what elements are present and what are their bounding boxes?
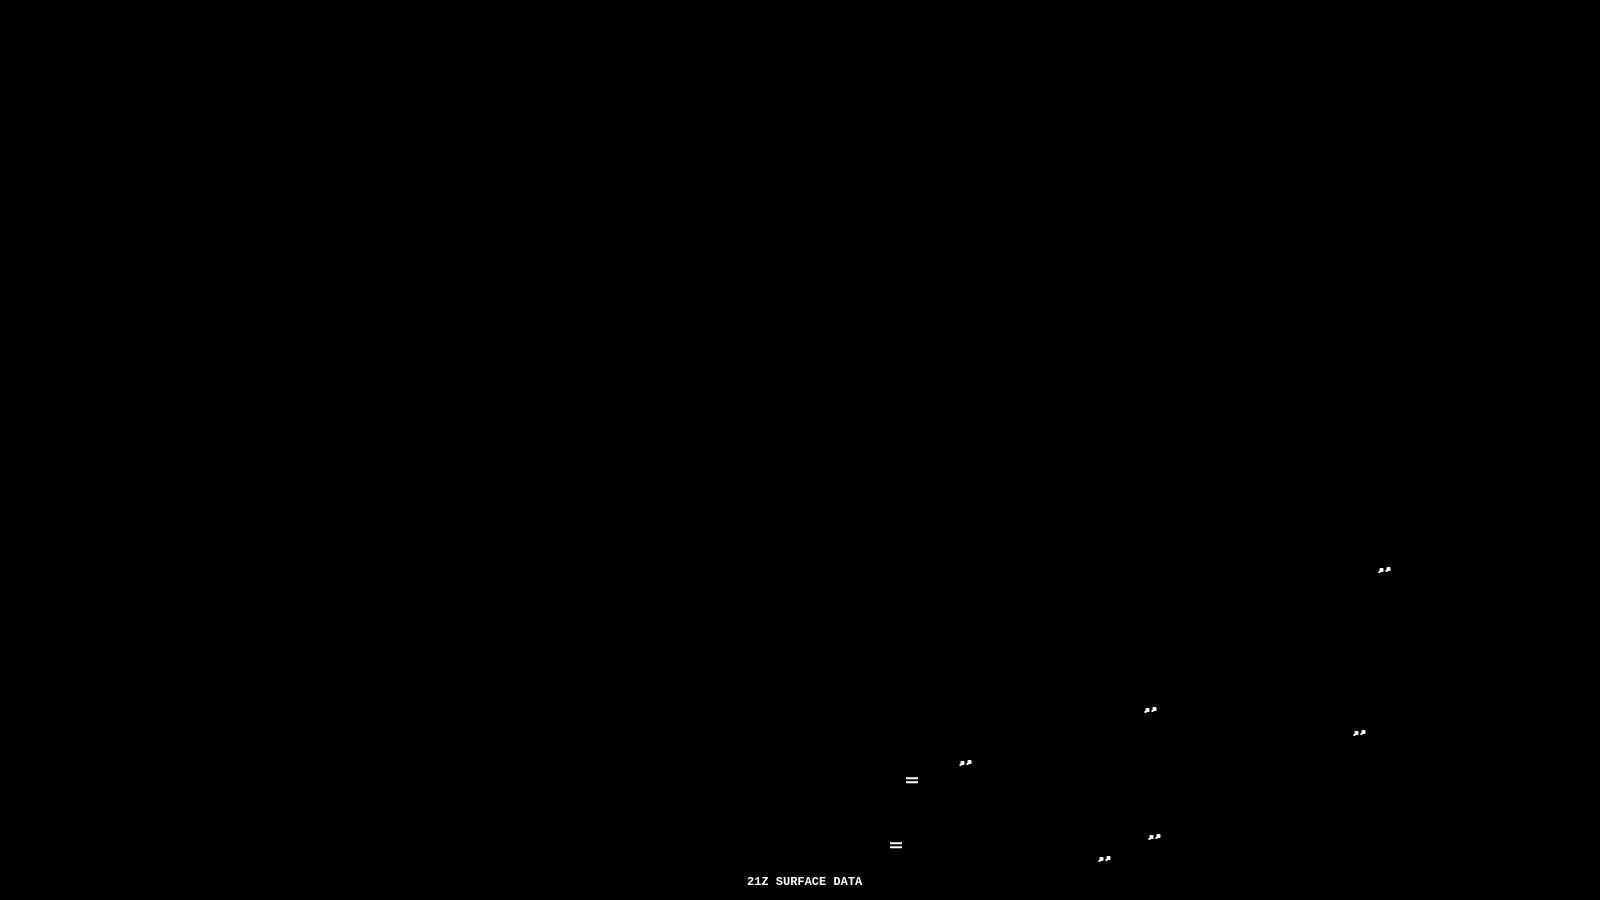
mist-line bbox=[890, 846, 902, 848]
snowflake-icon bbox=[1380, 568, 1384, 572]
mist-line bbox=[906, 781, 918, 783]
snowflake-icon bbox=[1355, 731, 1359, 735]
light-snow-symbol bbox=[1146, 708, 1157, 712]
light-snow-symbol bbox=[961, 761, 972, 765]
snowflake-icon bbox=[1153, 707, 1157, 711]
mist-line bbox=[890, 842, 902, 844]
snowflake-icon bbox=[1100, 857, 1104, 861]
snowflake-icon bbox=[1150, 835, 1154, 839]
snowflake-icon bbox=[1362, 730, 1366, 734]
surface-data-label: 21Z SURFACE DATA bbox=[747, 875, 863, 889]
mist-symbol bbox=[906, 777, 918, 783]
light-snow-symbol bbox=[1355, 731, 1366, 735]
light-snow-symbol bbox=[1150, 835, 1161, 839]
snowflake-icon bbox=[961, 761, 965, 765]
snowflake-icon bbox=[1387, 567, 1391, 571]
snowflake-icon bbox=[1107, 856, 1111, 860]
light-snow-symbol bbox=[1100, 857, 1111, 861]
snowflake-icon bbox=[1146, 708, 1150, 712]
mist-symbol bbox=[890, 842, 902, 848]
light-snow-symbol bbox=[1380, 568, 1391, 572]
mist-line bbox=[906, 777, 918, 779]
snowflake-icon bbox=[1157, 834, 1161, 838]
snowflake-icon bbox=[968, 760, 972, 764]
